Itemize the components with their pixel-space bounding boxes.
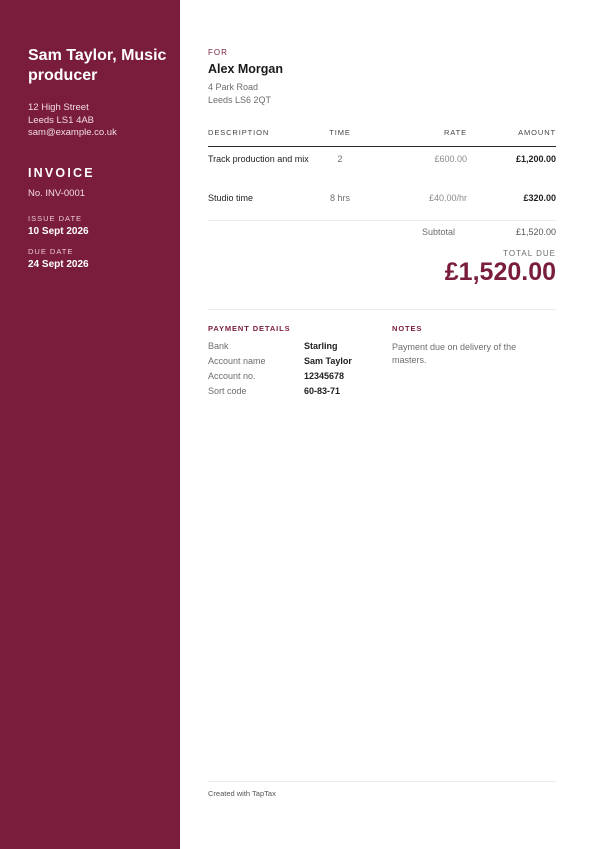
- item-rate: £40.00/hr: [428, 193, 467, 203]
- issue-date-label: ISSUE DATE: [28, 213, 83, 223]
- divider: [208, 309, 556, 310]
- seller-email: sam@example.co.uk: [28, 127, 117, 138]
- seller-address-line2: Leeds LS1 4AB: [28, 114, 95, 126]
- header-rate: RATE: [443, 128, 467, 137]
- payment-detail-value: Starling: [304, 341, 338, 351]
- header-description: DESCRIPTION: [208, 128, 270, 137]
- item-amount: £1,200.00: [515, 154, 556, 164]
- seller-sidebar: [0, 0, 180, 849]
- seller-address-line1: 12 High Street: [28, 102, 89, 113]
- payment-detail-value: 60-83-71: [304, 386, 341, 396]
- total-due-label: TOTAL DUE: [503, 249, 556, 258]
- client-address: [208, 81, 271, 106]
- for-label: FOR: [208, 48, 228, 57]
- invoice-number: No. INV-0001: [28, 187, 86, 199]
- client-name: Alex Morgan: [208, 62, 284, 76]
- item-rate: £600.00: [434, 154, 467, 164]
- item-time: 2: [337, 154, 343, 164]
- payment-detail-key: Account name: [208, 356, 266, 366]
- footer-divider: [208, 781, 556, 782]
- footer-credit: Created with TapTax: [208, 789, 276, 798]
- due-date-label: DUE DATE: [28, 246, 74, 256]
- payment-details-title: PAYMENT DETAILS: [208, 324, 291, 333]
- item-description: Track production and mix: [208, 154, 309, 164]
- client-address-line2: Leeds LS6 2QT: [208, 94, 272, 105]
- seller-name: Sam Taylor, Music producer: [28, 47, 167, 84]
- total-due-value: £1,520.00: [444, 258, 556, 286]
- payment-detail-value: 12345678: [304, 371, 345, 381]
- item-amount: £320.00: [523, 193, 556, 203]
- due-date: 24 Sept 2026: [28, 258, 89, 270]
- payment-detail-key: Sort code: [208, 386, 247, 396]
- seller-address: [28, 102, 180, 140]
- invoice-heading: INVOICE: [28, 165, 95, 180]
- payment-detail-key: Account no.: [208, 371, 256, 381]
- item-description: Studio time: [208, 193, 254, 203]
- items-table-header: [208, 128, 556, 147]
- header-time: TIME: [329, 128, 351, 137]
- client-address-line1: 4 Park Road: [208, 82, 259, 92]
- subtotal-label: Subtotal: [422, 227, 456, 237]
- item-time: 8 hrs: [329, 193, 350, 203]
- subtotal-value: £1,520.00: [515, 227, 556, 237]
- notes-title: NOTES: [392, 324, 423, 333]
- issue-date: 10 Sept 2026: [28, 225, 89, 237]
- payment-detail-key: Bank: [208, 341, 229, 351]
- payment-detail-value: Sam Taylor: [304, 356, 352, 366]
- notes-text: Payment due on delivery of the masters.: [392, 342, 517, 365]
- header-amount: AMOUNT: [518, 128, 556, 137]
- divider: [208, 220, 556, 221]
